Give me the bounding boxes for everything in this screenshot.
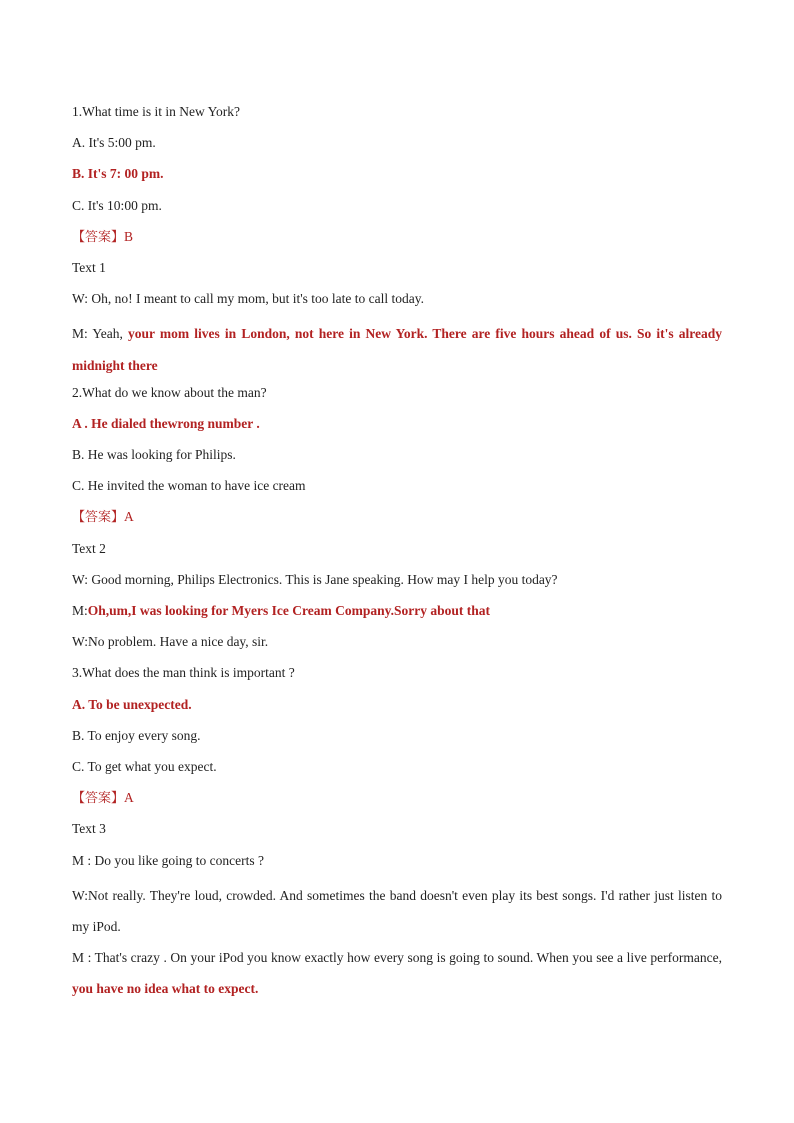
q3-option-a: A. To be unexpected. <box>72 696 192 712</box>
text-3-w-line: W:Not really. They're loud, crowded. And sometimes the band doesn't even play its best songs. I'd rather just listen to my iPod. <box>72 887 722 934</box>
text-3-title: Text 3 <box>72 821 106 837</box>
text-2-m-line <box>72 599 722 630</box>
answer-label: 【答案】 <box>72 510 125 526</box>
text-3-m1-line: M : Do you like going to concerts ? <box>72 852 264 868</box>
question-3: 3.What does the man think is important ? <box>72 665 295 681</box>
answer-value: A <box>124 790 134 806</box>
q1-option-b: B. It's 7: 00 pm. <box>72 166 164 182</box>
q2-option-a: A . He dialed thewrong number . <box>72 415 260 431</box>
answer-label: 【答案】 <box>72 229 125 245</box>
text-3-m2-line <box>72 942 722 1004</box>
text-1-w-line: W: Oh, no! I meant to call my mom, but it's too late to call today. <box>72 291 424 307</box>
q2-option-c: C. He invited the woman to have ice cream <box>72 478 306 494</box>
answer-value: B <box>124 228 134 244</box>
q1-answer <box>72 225 722 256</box>
highlighted-text: your mom lives in London, not here in New York. There are five hours ahead of us. So it's already midnight there <box>72 326 722 373</box>
document-page <box>72 100 722 1005</box>
q1-option-c: C. It's 10:00 pm. <box>72 197 162 213</box>
q3-option-c: C. To get what you expect. <box>72 758 217 774</box>
text-2-w2-line: W:No problem. Have a nice day, sir. <box>72 634 269 650</box>
speaker-prefix: M: <box>72 603 88 619</box>
text-2-title: Text 2 <box>72 540 106 556</box>
q3-answer <box>72 786 722 817</box>
text-1-m-line <box>72 318 722 380</box>
answer-label: 【答案】 <box>72 791 125 807</box>
question-2: 2.What do we know about the man? <box>72 384 267 400</box>
q2-option-b: B. He was looking for Philips. <box>72 447 236 463</box>
speaker-prefix: M : That's crazy . On your iPod you know exactly how every song is going to sound. When you see a live performance, <box>72 950 722 966</box>
text-1-title: Text 1 <box>72 259 106 275</box>
question-1: 1.What time is it in New York? <box>72 104 240 119</box>
answer-value: A <box>124 509 134 525</box>
q2-answer <box>72 505 722 536</box>
q1-option-a: A. It's 5:00 pm. <box>72 135 156 151</box>
highlighted-text: you have no idea what to expect. <box>72 981 259 997</box>
q3-option-b: B. To enjoy every song. <box>72 727 201 743</box>
speaker-prefix: M: Yeah, <box>72 326 129 342</box>
text-2-w1-line: W: Good morning, Philips Electronics. This is Jane speaking. How may I help you today? <box>72 571 558 587</box>
highlighted-text: Oh,um,I was looking for Myers Ice Cream Company.Sorry about that <box>87 603 491 619</box>
